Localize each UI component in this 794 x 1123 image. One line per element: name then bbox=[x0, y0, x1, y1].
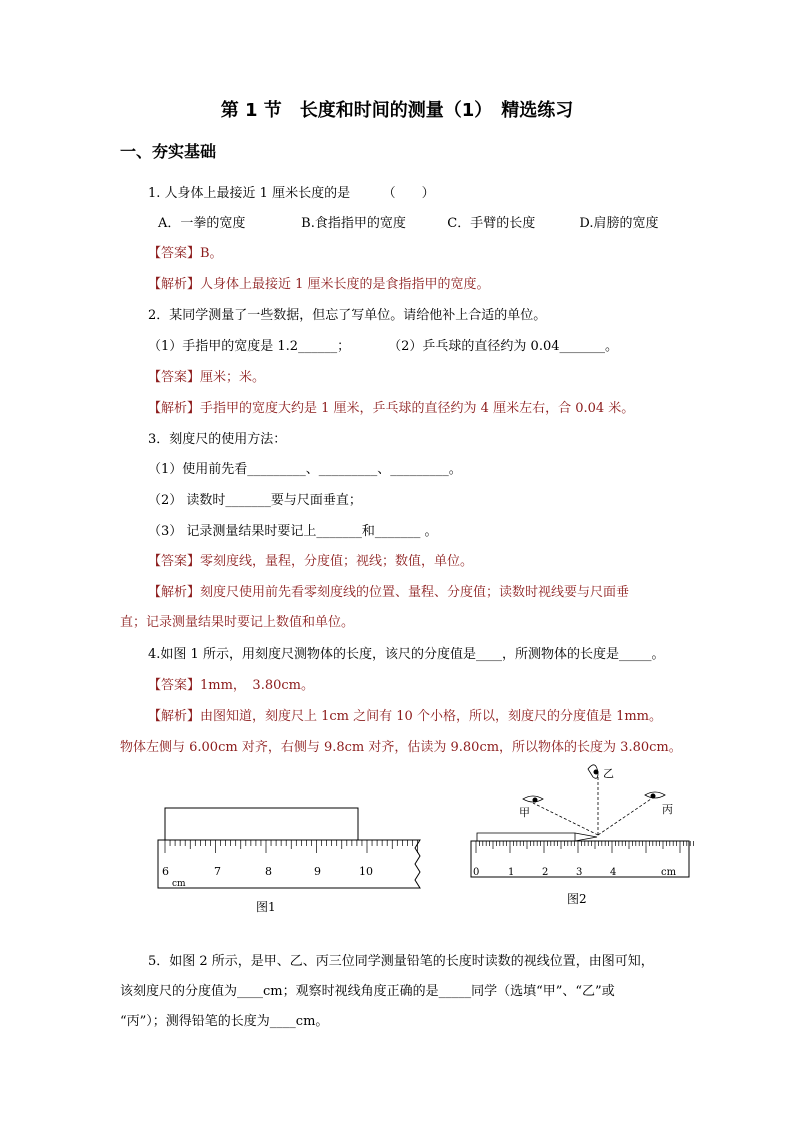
figure-2-caption: 图2 bbox=[567, 892, 587, 906]
measured-object bbox=[165, 808, 358, 840]
question-4-answer: 【答案】1mm， 3.80cm。 bbox=[148, 678, 314, 693]
ruler-label-10: 10 bbox=[359, 865, 373, 878]
question-5-line-1: 5．如图 2 所示，是甲、乙、丙三位同学测量铅笔的长度时读数的视线位置，由图可知， bbox=[148, 954, 654, 969]
observer-jia-label: 甲 bbox=[519, 806, 530, 819]
question-3-analysis-line-2: 直；记录测量结果时要记上数值和单位。 bbox=[120, 615, 355, 630]
option-c: C．手臂的长度 bbox=[447, 216, 536, 231]
ruler-label-1: 1 bbox=[508, 867, 515, 878]
ruler-label-7: 7 bbox=[214, 865, 221, 878]
ruler-label-6: 6 bbox=[162, 865, 169, 878]
observer-bing-label: 丙 bbox=[662, 803, 673, 816]
figure-1-caption: 图1 bbox=[256, 900, 276, 914]
question-2-part-1: （1）手指甲的宽度是 1.2______； bbox=[148, 339, 351, 354]
question-4-stem: 4.如图 1 所示，用刻度尺测物体的长度，该尺的分度值是____，所测物体的长度是_____。 bbox=[148, 647, 665, 662]
ruler-label-4: 4 bbox=[610, 867, 617, 878]
question-2-parts bbox=[148, 338, 618, 356]
ruler-body bbox=[158, 840, 420, 888]
section-heading: 一、夯实基础 bbox=[120, 142, 217, 161]
question-2-stem: 2．某同学测量了一些数据，但忘了写单位。请给他补上合适的单位。 bbox=[148, 308, 547, 323]
option-a: A．一拳的宽度 bbox=[158, 216, 246, 231]
question-3-part-2: （2） 读数时_______要与尺面垂直； bbox=[148, 493, 362, 508]
question-5-line-3: “丙”）；测得铅笔的长度为____cm。 bbox=[120, 1014, 329, 1029]
question-3-stem: 3．刻度尺的使用方法： bbox=[148, 432, 287, 447]
ruler-label-2: 2 bbox=[542, 867, 549, 878]
ruler-label-0: 0 bbox=[473, 867, 480, 878]
ruler-label-8: 8 bbox=[265, 865, 272, 878]
ruler-unit: cm bbox=[172, 879, 186, 889]
question-3-answer: 【答案】零刻度线，量程，分度值；视线；数值，单位。 bbox=[148, 554, 474, 569]
eye-yi-pupil bbox=[594, 770, 599, 775]
question-2-analysis: 【解析】手指甲的宽度大约是 1 厘米，乒乓球的直径约为 4 厘米左右，合 0.04 米。 bbox=[148, 401, 635, 416]
question-3-part-3: （3） 记录测量结果时要记上_______和_______ 。 bbox=[148, 524, 438, 539]
option-d: D.肩膀的宽度 bbox=[579, 216, 659, 231]
observer-yi-label: 乙 bbox=[603, 767, 614, 780]
question-1-options bbox=[158, 215, 659, 233]
question-3-part-1: （1）使用前先看_________、_________、_________。 bbox=[148, 462, 462, 477]
question-5-line-2: 该刻度尺的分度值为____cm；观察时视线角度正确的是_____同学（选填“甲”、“乙”或 bbox=[120, 984, 615, 999]
pencil bbox=[477, 833, 597, 841]
sight-line-jia bbox=[533, 803, 598, 835]
question-2-answer: 【答案】厘米；米。 bbox=[148, 370, 266, 385]
question-1-analysis: 【解析】人身体上最接近 1 厘米长度的是食指指甲的宽度。 bbox=[148, 277, 490, 292]
question-3-analysis-line-1: 【解析】刻度尺使用前先看零刻度线的位置、量程、分度值；读数时视线要与尺面垂 bbox=[148, 585, 630, 600]
page-title: 第 1 节 长度和时间的测量（1） 精选练习 bbox=[220, 100, 574, 121]
eye-bing-pupil bbox=[651, 794, 656, 799]
sight-line-bing bbox=[598, 799, 651, 835]
question-4-analysis-line-2: 物体左侧与 6.00cm 对齐，右侧与 9.8cm 对齐，估读为 9.80cm，所以物体的长度为 3.80cm。 bbox=[120, 740, 682, 755]
eye-jia-pupil bbox=[533, 798, 538, 803]
question-1-answer: 【答案】B。 bbox=[148, 246, 223, 261]
ruler-label-9: 9 bbox=[314, 865, 321, 878]
question-4-analysis-line-1: 【解析】由图知道，刻度尺上 1cm 之间有 10 个小格，所以，刻度尺的分度值是 1mm。 bbox=[148, 709, 663, 724]
question-1-stem: 1. 人身体上最接近 1 厘米长度的是 （ ） bbox=[148, 186, 435, 201]
option-b: B.食指指甲的宽度 bbox=[301, 216, 406, 231]
figure-2 bbox=[465, 755, 695, 885]
ruler-unit: cm bbox=[661, 867, 677, 878]
ruler-label-3: 3 bbox=[576, 867, 583, 878]
question-2-part-2: （2）乒乓球的直径约为 0.04_______。 bbox=[388, 339, 618, 354]
figure-1 bbox=[150, 800, 440, 900]
